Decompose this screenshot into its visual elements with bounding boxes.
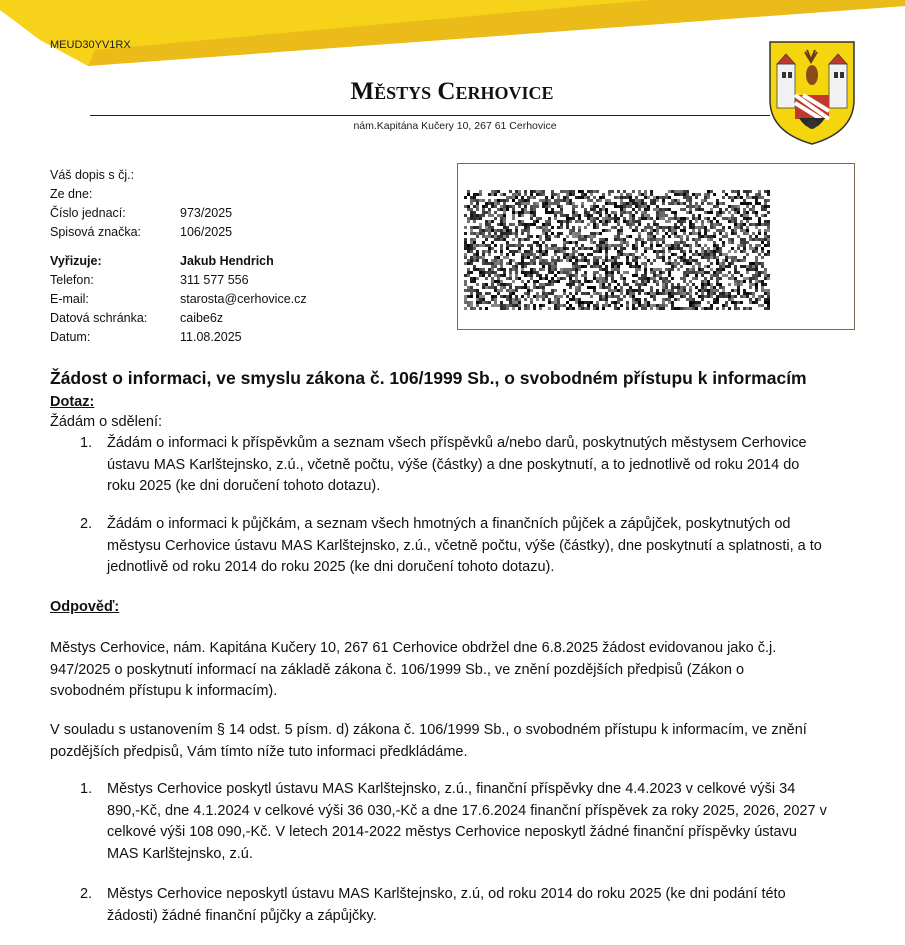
query-item: 1. Žádám o informaci k příspěvkům a seznam všech příspěvků a/nebo darů, poskytnutých městysem Cerhovice ústavu MAS Karlštejnsko, z.ú., včetně počtu, výše (částky) a dne poskytnutí, a to jednotlivě od roku 2014 do roku 2025 (ke dni doručení tohoto dotazu).	[80, 435, 807, 494]
answer-item: 2. Městys Cerhovice neposkytl ústavu MAS Karlštejnsko, z.ú, od roku 2014 do roku 2025 (ke dni podání této žádosti) žádné finanční půjčky a zápůjčky.	[80, 886, 786, 924]
query-item: 2. Žádám o informaci k půjčkám, a seznam všech hmotných a finančních půjček a zápůjček, poskytnutých od městysu Cerhovice ústavu MAS Karlštejnsko, z.ú., včetně počtu, výše (částky), dne poskytnutí a splatnosti, a to jednotlivě od roku 2014 do roku 2025 (ke dni doručení tohoto dotazu).	[80, 516, 822, 575]
query-intro: Žádám o sdělení:	[50, 414, 163, 430]
page-title: Městys Cerhovice	[350, 78, 554, 105]
letter-subject: Žádost o informaci, ve smyslu zákona č. 106/1999 Sb., o svobodném přístupu k informacím	[50, 368, 807, 388]
coat-of-arms-icon	[767, 40, 857, 146]
recipient-address-box	[457, 163, 855, 330]
answer-paragraph: V souladu s ustanovením § 14 odst. 5 písm. d) zákona č. 106/1999 Sb., o svobodném přístupu k informacím, ve znění pozdějších předpisů, Vám tímto níže tuto informaci předkládáme.	[50, 722, 807, 760]
answer-paragraph: Městys Cerhovice, nám. Kapitána Kučery 10, 267 61 Cerhovice obdržel dne 6.8.2025 žádost evidovanou jako č.j. 947/2025 o poskytnutí informací na základě zákona č. 106/1999 Sb., ve znění pozdějších předpisů (Zákon o svobodném přístupu k informacím).	[50, 640, 777, 699]
answer-item: 1. Městys Cerhovice poskytl ústavu MAS Karlštejnsko, z.ú., finanční příspěvky dne 4.4.2023 v celkové výši 34 890,-Kč, dne 4.1.2024 v celkové výši 36 030,-Kč a dne 17.6.2024 finanční příspěvek za roky 2025, 2026, 2027 v celkové výši 108 090,-Kč. V letech 2014-2022 městys Cerhovice neposkytl žádné finanční příspěvky ústavu MAS Karlštejnsko, z.ú.	[80, 781, 827, 862]
redacted-noise-block	[464, 190, 770, 310]
query-heading: Dotaz:	[50, 394, 95, 410]
office-address: nám.Kapitána Kučery 10, 267 61 Cerhovice	[353, 120, 557, 132]
answer-heading: Odpověď:	[50, 599, 120, 615]
title-rule	[90, 115, 770, 116]
document-id: MEUD30YV1RX	[50, 39, 131, 51]
